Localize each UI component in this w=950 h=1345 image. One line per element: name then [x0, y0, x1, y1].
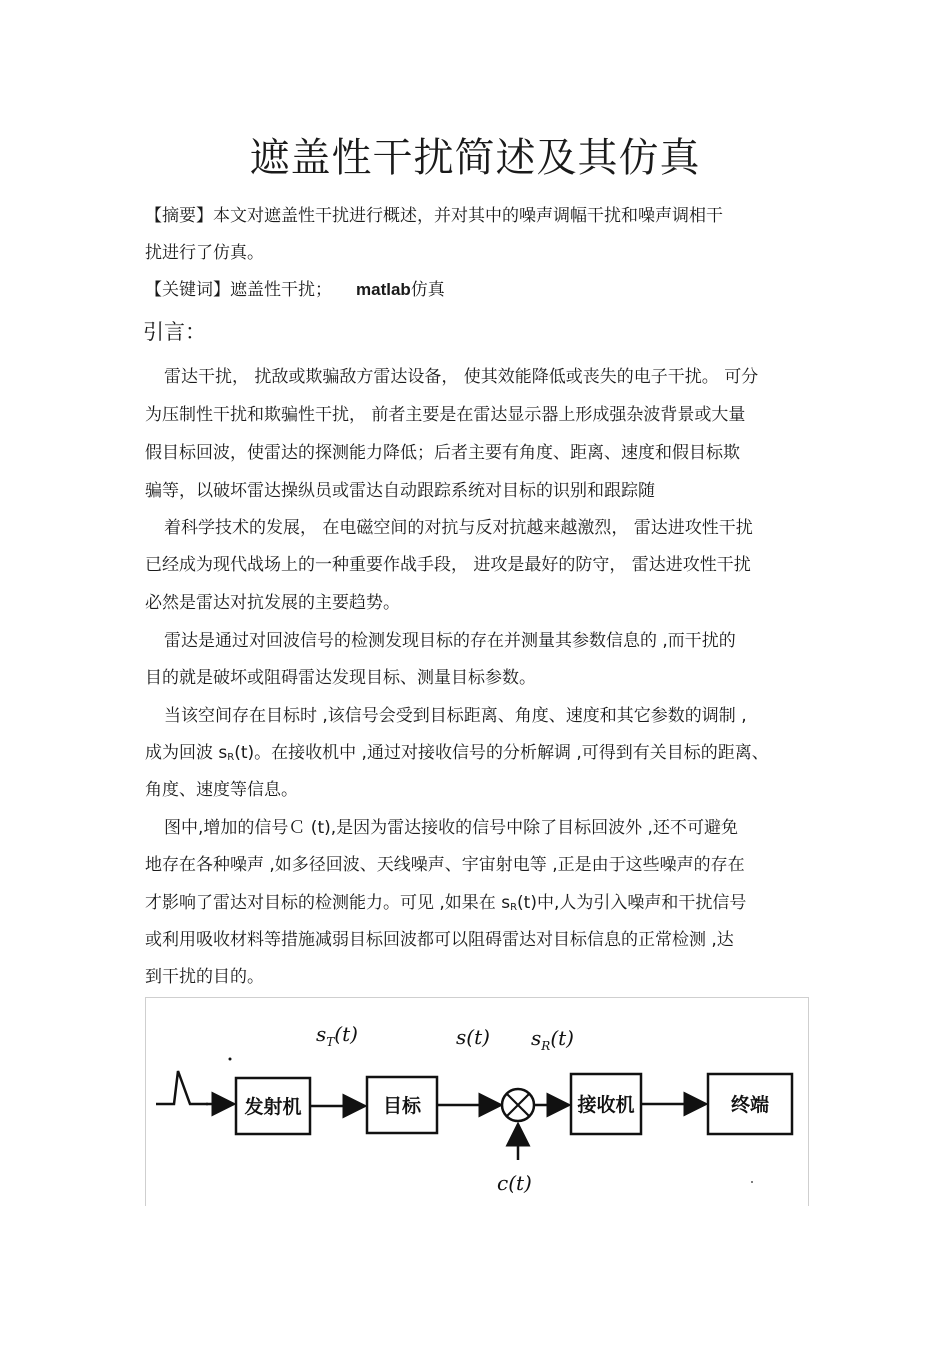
keywords-tail: 仿真	[410, 280, 445, 300]
p1-line-4: 骗等，以破坏雷达操纵员或雷达自动跟踪系统对目标的识别和跟踪随	[145, 481, 655, 501]
intro-heading: 引言：	[143, 320, 206, 344]
p4-line-2-b: (t)。在接收机中 ,通过对接收信号的分析解调 ,可得到有关目标的距离、	[234, 743, 769, 763]
document-title: 遮盖性干扰简述及其仿真	[249, 135, 701, 181]
abstract-text-1: 本文对遮盖性干扰进行概述，并对其中的噪声调幅干扰和噪声调相干	[213, 206, 723, 226]
keywords-text: 遮盖性干扰；	[230, 280, 332, 300]
p5-line-4: 或利用吸收材料等措施减弱目标回波都可以阻碍雷达对目标信息的正常检测 ,达	[145, 930, 734, 950]
p4-signal-s: s	[218, 743, 228, 763]
label-sr: $s_R(t)$	[531, 1026, 574, 1053]
abstract-label: 【摘要】	[145, 206, 213, 226]
keywords-matlab: matlab	[356, 280, 411, 299]
p5-line-1: 图中,增加的信号Ｃ (t),是因为雷达接收的信号中除了目标回波外 ,还不可避免	[164, 818, 738, 838]
p5-line-3-b: (t)中,人为引入噪声和干扰信号	[517, 893, 747, 913]
p5-line-2: 地存在各种噪声 ,如多径回波、天线噪声、宇宙射电等 ,正是由于这些噪声的存在	[145, 855, 745, 875]
p4-line-1: 当该空间存在目标时 ,该信号会受到目标距离、角度、速度和其它参数的调制 ,	[164, 706, 747, 726]
receiver-label: 接收机	[577, 1094, 635, 1116]
label-s: s(t)	[456, 1025, 490, 1049]
p2-line-2: 已经成为现代战场上的一种重要作战手段， 进攻是最好的防守， 雷达进攻性干扰	[145, 555, 751, 575]
p4-line-2	[145, 738, 769, 763]
p5-line-5: 到干扰的目的。	[145, 967, 264, 987]
pulse-input-line	[156, 1071, 208, 1104]
dot-mark	[229, 1058, 232, 1061]
p1-line-2: 为压制性干扰和欺骗性干扰， 前者主要是在雷达显示器上形成强杂波背景或大量	[145, 405, 746, 425]
p4-line-3: 角度、速度等信息。	[145, 780, 298, 800]
p4-line-2-a: 成为回波	[145, 743, 219, 763]
p5-signal-s: s	[501, 893, 511, 913]
abstract-line-1	[145, 201, 723, 226]
label-st: $s_T(t)$	[316, 1022, 358, 1049]
label-ct: c(t)	[497, 1171, 532, 1195]
transmitter-label: 发射机	[244, 1096, 302, 1118]
stray-dot	[751, 1181, 753, 1183]
p3-line-1: 雷达是通过对回波信号的检测发现目标的存在并测量其参数信息的 ,而干扰的	[164, 631, 736, 651]
p2-line-1: 着科学技术的发展， 在电磁空间的对抗与反对抗越来越激烈， 雷达进攻性干扰	[164, 518, 753, 538]
keywords-label: 【关键词】	[145, 280, 230, 300]
terminal-label: 终端	[730, 1094, 770, 1116]
p1-line-1: 雷达干扰， 扰敌或欺骗敌方雷达设备， 使其效能降低或丧失的电子干扰。 可分	[164, 367, 759, 387]
abstract-line-2: 扰进行了仿真。	[145, 243, 264, 263]
p1-line-3: 假目标回波，使雷达的探测能力降低；后者主要有角度、距离、速度和假目标欺	[145, 443, 740, 463]
radar-block-diagram	[145, 997, 809, 1206]
p3-line-2: 目的就是破坏或阻碍雷达发现目标、测量目标参数。	[145, 668, 536, 688]
target-label: 目标	[382, 1095, 422, 1117]
p5-line-3-a: 才影响了雷达对目标的检测能力。可见 ,如果在	[145, 893, 502, 913]
keywords-line	[145, 275, 445, 300]
p5-signal-sub: R	[510, 902, 518, 913]
diagram-svg	[146, 998, 808, 1206]
p4-signal-sub: R	[227, 752, 235, 763]
p2-line-3: 必然是雷达对抗发展的主要趋势。	[145, 593, 400, 613]
p5-line-3	[145, 888, 746, 913]
